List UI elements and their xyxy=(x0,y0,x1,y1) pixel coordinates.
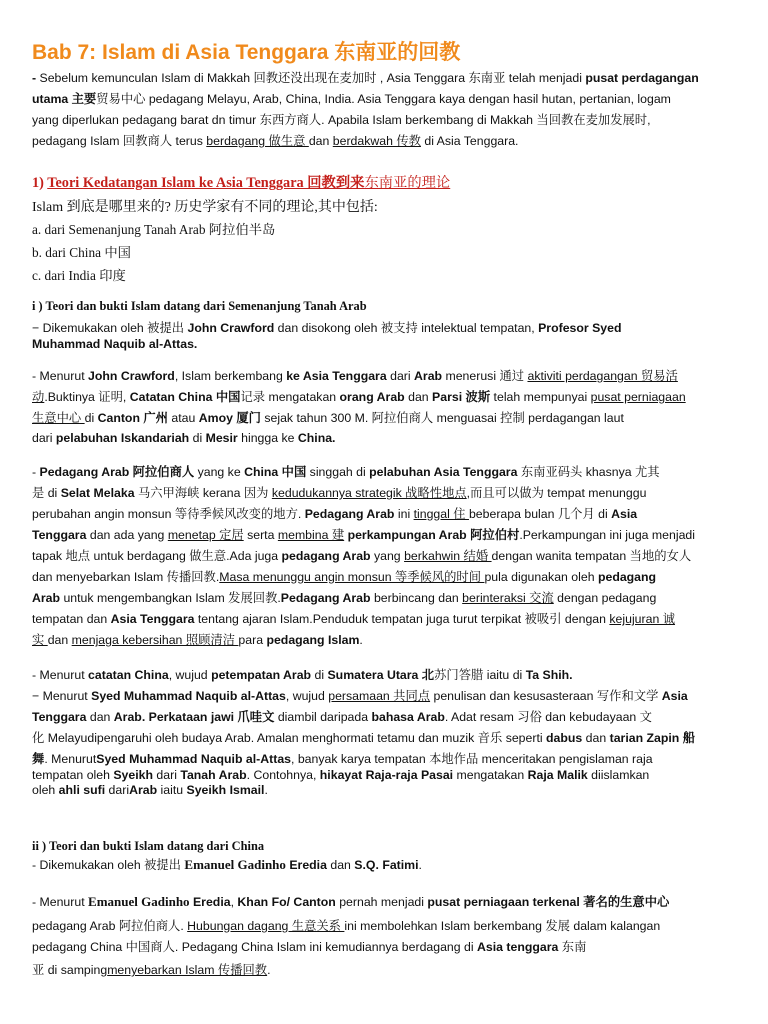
section-ii-para-line-4: 亚 di sampingmenyebarkan Islam 传播回教. xyxy=(32,963,271,977)
para5-line-1: − Menurut Syed Muhammad Naquib al-Attas, wujud persamaan 共同点 penulisan dan kesusasteraan 写作和文学 Asia xyxy=(32,689,688,703)
para4-line-1: - Menurut catatan China, wujud petempatan Arab di Sumatera Utara 北苏门答腊 iaitu di Ta Shih. xyxy=(32,668,573,682)
section-ii-para-line-3: pedagang China 中国商人. Pedagang China Islam ini kemudiannya berdagang di Asia tenggara 东南 xyxy=(32,940,587,954)
option-a: a. dari Semenanjung Tanah Arab 阿拉伯半岛 xyxy=(32,222,276,237)
intro-line-1: - Sebelum kemunculan Islam di Makkah 回教还没出现在麦加时 , Asia Tenggara 东南亚 telah menjadi pusat perdagangan xyxy=(32,71,699,85)
para2-line-4: dari pelabuhan Iskandariah di Mesir hingga ke China. xyxy=(32,431,336,445)
page-title: Bab 7: Islam di Asia Tenggara 东南亚的回教 xyxy=(32,41,461,64)
section-1-heading: 1) Teori Kedatangan Islam ke Asia Tenggara 回教到来东南亚的理论 xyxy=(32,175,451,191)
intro-line-3: yang diperlukan pedagang barat dn timur 东西方商人. Apabila Islam berkembang di Makkah 当回教在麦加发展时, xyxy=(32,113,651,127)
para3-line-2: 是 di Selat Melaka 马六甲海峡 kerana 因为 kedudukannya strategik 战略性地点,而且可以做为 tempat menunggu xyxy=(32,486,647,500)
para2-line-1: - Menurut John Crawford, Islam berkembang ke Asia Tenggara dari Arab menerusi 通过 aktiviti perdagangan 贸易活 xyxy=(32,369,678,383)
para3-line-3: perubahan angin monsun 等待季候风改变的地方. Pedagang Arab ini tinggal 住 beberapa bulan 几个月 di Asia xyxy=(32,507,638,521)
section-1-question: Islam 到底是哪里来的? 历史学家有不同的理论,其中包括: xyxy=(32,200,378,215)
para5-line-3: 化 Melayudipengaruhi oleh budaya Arab. Amalan menghormati tetamu dan muzik 音乐 seperti dabus dan tarian Zapin 船 xyxy=(32,731,695,745)
option-b: b. dari China 中国 xyxy=(32,245,131,260)
para3-line-5: tapak 地点 untuk berdagang 做生意.Ada juga pedagang Arab yang berkahwin 结婚 dengan wanita tempatan 当地的女人 xyxy=(32,549,692,563)
para3-line-4: Tenggara dan ada yang menetap 定居 serta membina 建 perkampungan Arab 阿拉伯村.Perkampungan ini juga menjadi xyxy=(32,528,695,542)
intro-line-4: pedagang Islam 回教商人 terus berdagang 做生意 dan berdakwah 传教 di Asia Tenggara. xyxy=(32,134,519,148)
intro-line-2: utama 主要贸易中心 pedagang Melayu, Arab, China, India. Asia Tenggara kaya dengan hasil hutan, pertanian, logam xyxy=(32,92,671,106)
para3-line-9: 实 dan menjaga kebersihan 照顾清洁 para pedagang Islam. xyxy=(32,633,363,647)
para3-line-8: tempatan dan Asia Tenggara tentang ajaran Islam.Penduduk tempatan juga turut terpikat 被吸引 dengan kejujuran 诚 xyxy=(32,612,676,626)
section-i-heading: i ) Teori dan bukti Islam datang dari Semenanjung Tanah Arab xyxy=(32,299,367,313)
para3-line-7: Arab untuk mengembangkan Islam 发展回教.Pedagang Arab berbincang dan berinteraksi 交流 dengan pedagang xyxy=(32,591,657,605)
section-ii-line-1: - Dikemukakan oleh 被提出 Emanuel Gadinho Eredia dan S.Q. Fatimi. xyxy=(32,857,422,872)
section-ii-heading: ii ) Teori dan bukti Islam datang dari China xyxy=(32,839,265,853)
para5-line-6: oleh ahli sufi dariArab iaitu Syeikh Ismail. xyxy=(32,783,268,797)
para3-line-1: - Pedagang Arab 阿拉伯商人 yang ke China 中国 singgah di pelabuhan Asia Tenggara 东南亚码头 khasnya 尤其 xyxy=(32,465,660,479)
option-c: c. dari India 印度 xyxy=(32,268,126,283)
para3-line-6: dan menyebarkan Islam 传播回教.Masa menunggu angin monsun 等季候风的时间 pula digunakan oleh pedagang xyxy=(32,570,657,584)
para5-line-2: Tenggara dan Arab. Perkataan jawi 爪哇文 diambil daripada bahasa Arab. Adat resam 习俗 dan kebudayaan 文 xyxy=(32,710,652,724)
para5-line-4: 舞. MenurutSyed Muhammad Naquib al-Attas, banyak karya tempatan 本地作品 menceritakan pengislaman raja xyxy=(32,752,653,766)
section-i-line-1: − Dikemukakan oleh 被提出 John Crawford dan disokong oleh 被支持 intelektual tempatan, Profesor Syed xyxy=(32,321,622,335)
para2-line-3: 生意中心 di Canton 广州 atau Amoy 厦门 sejak tahun 300 M. 阿拉伯商人 menguasai 控制 perdagangan laut xyxy=(32,411,624,425)
section-ii-para-line-2: pedagang Arab 阿拉伯商人. Hubungan dagang 生意关系 ini membolehkan Islam berkembang 发展 dalam kalangan xyxy=(32,919,661,933)
para2-line-2: 动.Buktinya 证明, Catatan China 中国记录 mengatakan orang Arab dan Parsi 波斯 telah mempunyai pusat perniagaan xyxy=(32,390,686,404)
section-ii-para-line-1: - Menurut Emanuel Gadinho Eredia, Khan Fo/ Canton pernah menjadi pusat perniagaan terkenal 著名的生意中心 xyxy=(32,894,670,909)
section-i-line-2: Muhammad Naquib al-Attas. xyxy=(32,337,198,351)
para5-line-5: tempatan oleh Syeikh dari Tanah Arab. Contohnya, hikayat Raja-raja Pasai mengatakan Raja Malik diislamkan xyxy=(32,768,650,782)
